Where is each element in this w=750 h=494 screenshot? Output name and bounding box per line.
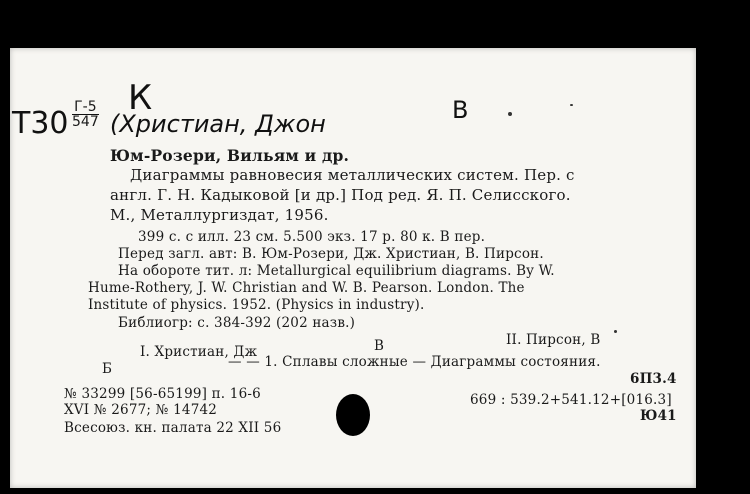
record-number: № 33299 [56-65199] п. 16-6	[64, 386, 261, 402]
bibliography-note: Библиогр: с. 384-392 (202 назв.)	[118, 315, 356, 331]
added-entry-2: II. Пирсон, В	[506, 332, 601, 348]
handwritten-author-note: (Христиан, Джон	[110, 110, 326, 138]
subject-headings: — — 1. Сплавы сложные — Диаграммы состояния.	[228, 354, 601, 370]
added-entry-v: В	[374, 338, 385, 354]
udc-code: 669 : 539.2+541.12+[016.3]	[470, 392, 672, 408]
physical-description: 399 с. с илл. 23 см. 5.500 экз. 17 р. 80 к. В пер.	[138, 229, 486, 245]
note-line-4: Institute of physics. 1952. (Physics in industry).	[88, 297, 425, 313]
fraction-bottom: 547	[72, 114, 99, 130]
catalog-card	[10, 48, 696, 488]
title-line-3: М., Металлургиздат, 1956.	[110, 206, 329, 224]
fraction-top: Г-5	[72, 100, 99, 115]
handwritten-fraction	[72, 100, 99, 129]
ink-speck	[614, 330, 617, 333]
note-line-2: На обороте тит. л: Metallurgical equilibrium diagrams. By W.	[118, 263, 555, 279]
title-line-1: Диаграммы равновесия металлических систем. Пер. с	[130, 166, 575, 184]
handwritten-letter-v: В	[452, 96, 469, 124]
title-line-2: англ. Г. Н. Кадыковой [и др.] Под ред. Я. П. Селисского.	[110, 186, 571, 204]
letter-b: Б	[102, 361, 113, 377]
note-line-1: Перед загл. авт: В. Юм-Розери, Дж. Христиан, В. Пирсон.	[118, 246, 544, 262]
entry-heading: Юм-Розери, Вильям и др.	[110, 146, 350, 165]
ink-speck	[570, 104, 573, 106]
handwritten-shelfmark: Т30	[12, 106, 69, 141]
record-series: XVI № 2677; № 14742	[64, 402, 218, 418]
handwritten-letter-k: К	[128, 78, 153, 118]
classification-1: 6П3.4	[630, 371, 677, 387]
classification-2: Ю41	[640, 408, 677, 424]
added-entry-1: I. Христиан, Дж	[140, 344, 258, 360]
punch-hole	[336, 394, 370, 436]
book-chamber: Всесоюз. кн. палата 22 XII 56	[64, 420, 282, 436]
note-line-3: Hume-Rothery, J. W. Christian and W. B. Pearson. London. The	[88, 280, 525, 296]
ink-speck	[508, 112, 512, 116]
